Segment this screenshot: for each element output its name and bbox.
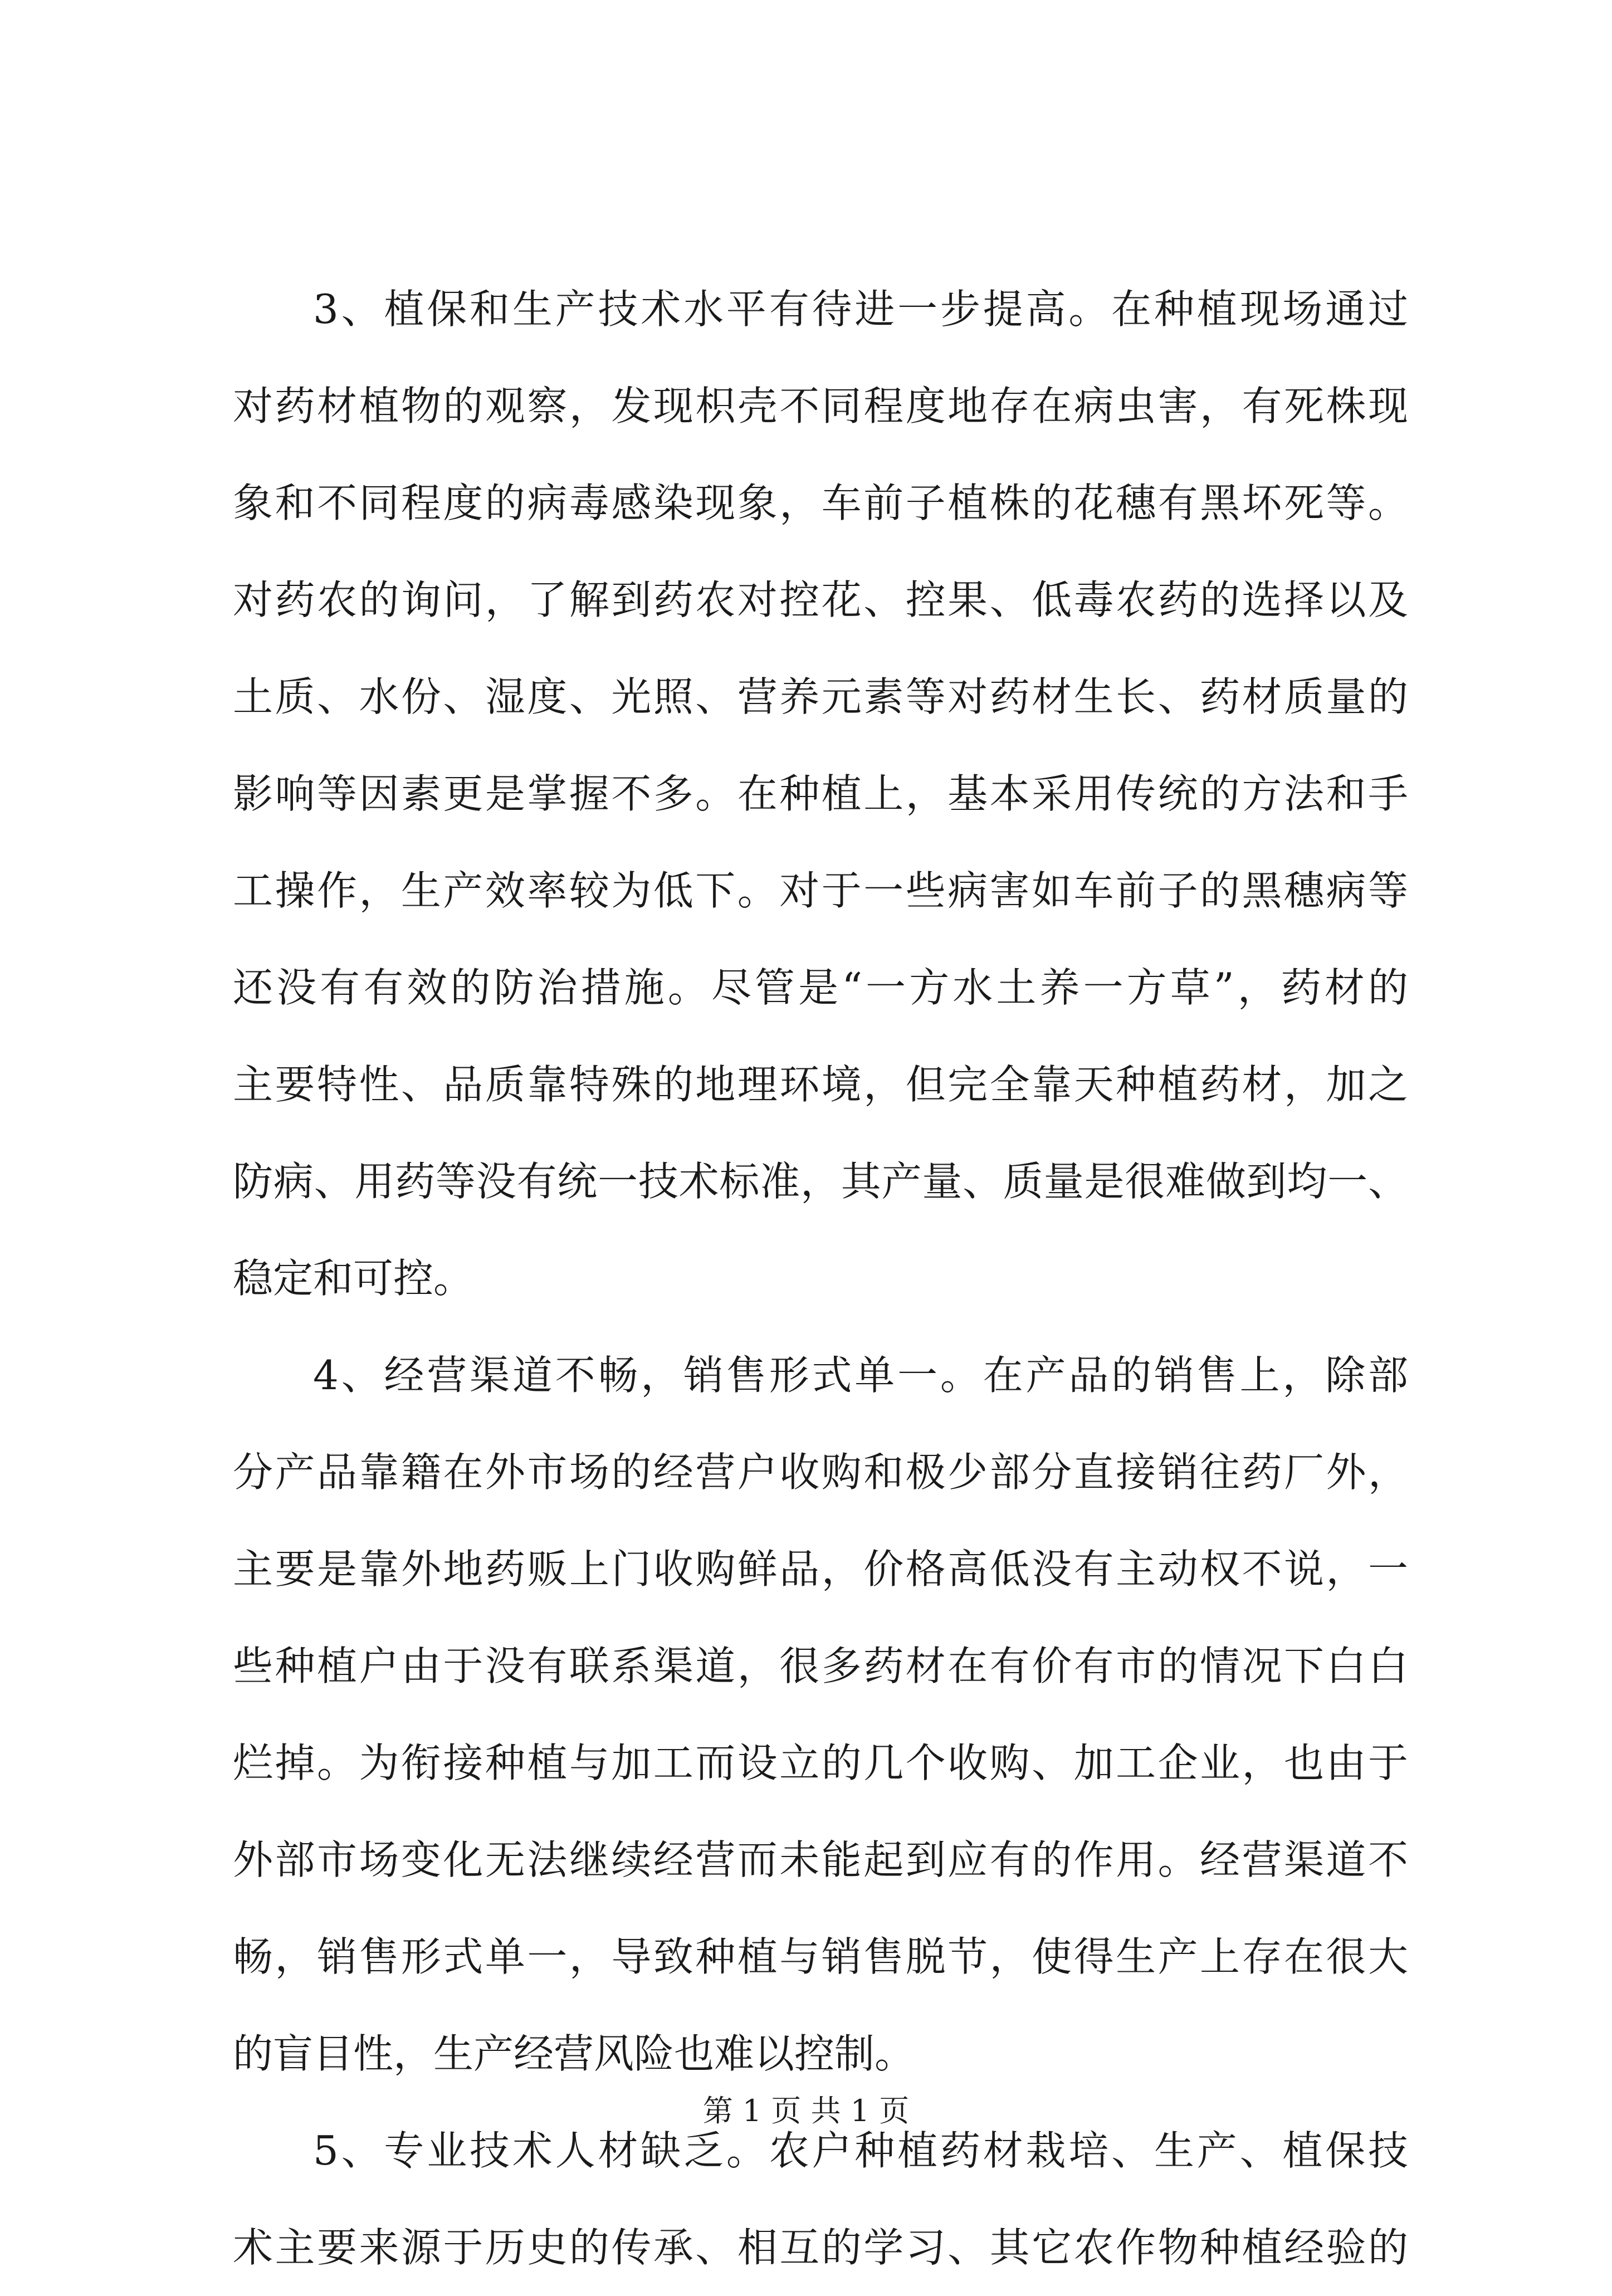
text-line: 4、经营渠道不畅，销售形式单一。在产品的销售上，除部: [313, 1352, 1408, 1399]
text-line: 对药材植物的观察，发现枳壳不同程度地存在病虫害，有死株现: [233, 383, 1408, 429]
text-line: 工操作，生产效率较为低下。对于一些病害如车前子的黑穗病等: [233, 867, 1408, 914]
document-body: [233, 261, 1408, 2296]
text-line: 5、专业技术人材缺乏。农户种植药材栽培、生产、植保技: [313, 2127, 1408, 2174]
text-line: 稳定和可控。: [233, 1255, 474, 1302]
page-number-label: 第 1 页 共 1 页: [702, 2093, 910, 2128]
text-line: 主要特性、品质靠特殊的地理环境，但完全靠天种植药材，加之: [233, 1061, 1408, 1108]
text-line: 影响等因素更是掌握不多。在种植上，基本采用传统的方法和手: [233, 770, 1408, 817]
text-line: 象和不同程度的病毒感染现象，车前子植株的花穗有黑坏死等。: [233, 480, 1408, 526]
text-line: 术主要来源于历史的传承、相互的学习、其它农作物种植经验的: [233, 2224, 1408, 2271]
paragraph-5: [233, 2102, 1408, 2296]
text-line: 些种植户由于没有联系渠道，很多药材在有价有市的情况下白白: [233, 1643, 1408, 1689]
text-line: 烂掉。为衔接种植与加工而设立的几个收购、加工企业，也由于: [233, 1740, 1408, 1786]
text-line: 外部市场变化无法继续经营而未能起到应有的作用。经营渠道不: [233, 1836, 1408, 1883]
page-footer: [0, 2092, 1612, 2131]
text-line: 的盲目性，生产经营风险也难以控制。: [233, 2030, 915, 2077]
paragraph-3: [233, 261, 1408, 1327]
text-line: 防病、用药等没有统一技术标准，其产量、质量是很难做到均一、: [233, 1158, 1408, 1205]
text-line: 主要是靠外地药贩上门收购鲜品，价格高低没有主动权不说，一: [233, 1546, 1408, 1592]
text-line: 畅，销售形式单一，导致种植与销售脱节，使得生产上存在很大: [233, 1933, 1408, 1980]
text-line: 3、植保和生产技术水平有待进一步提高。在种植现场通过: [313, 286, 1408, 333]
text-line: 土质、水份、湿度、光照、营养元素等对药材生长、药材质量的: [233, 673, 1408, 720]
text-line: 分产品靠籍在外市场的经营户收购和极少部分直接销往药厂外，: [233, 1449, 1408, 1496]
paragraph-4: [233, 1327, 1408, 2102]
text-line: 还没有有效的防治措施。尽管是“一方水土养一方草”，药材的: [233, 964, 1408, 1011]
text-line: 对药农的询问，了解到药农对控花、控果、低毒农药的选择以及: [233, 577, 1408, 623]
